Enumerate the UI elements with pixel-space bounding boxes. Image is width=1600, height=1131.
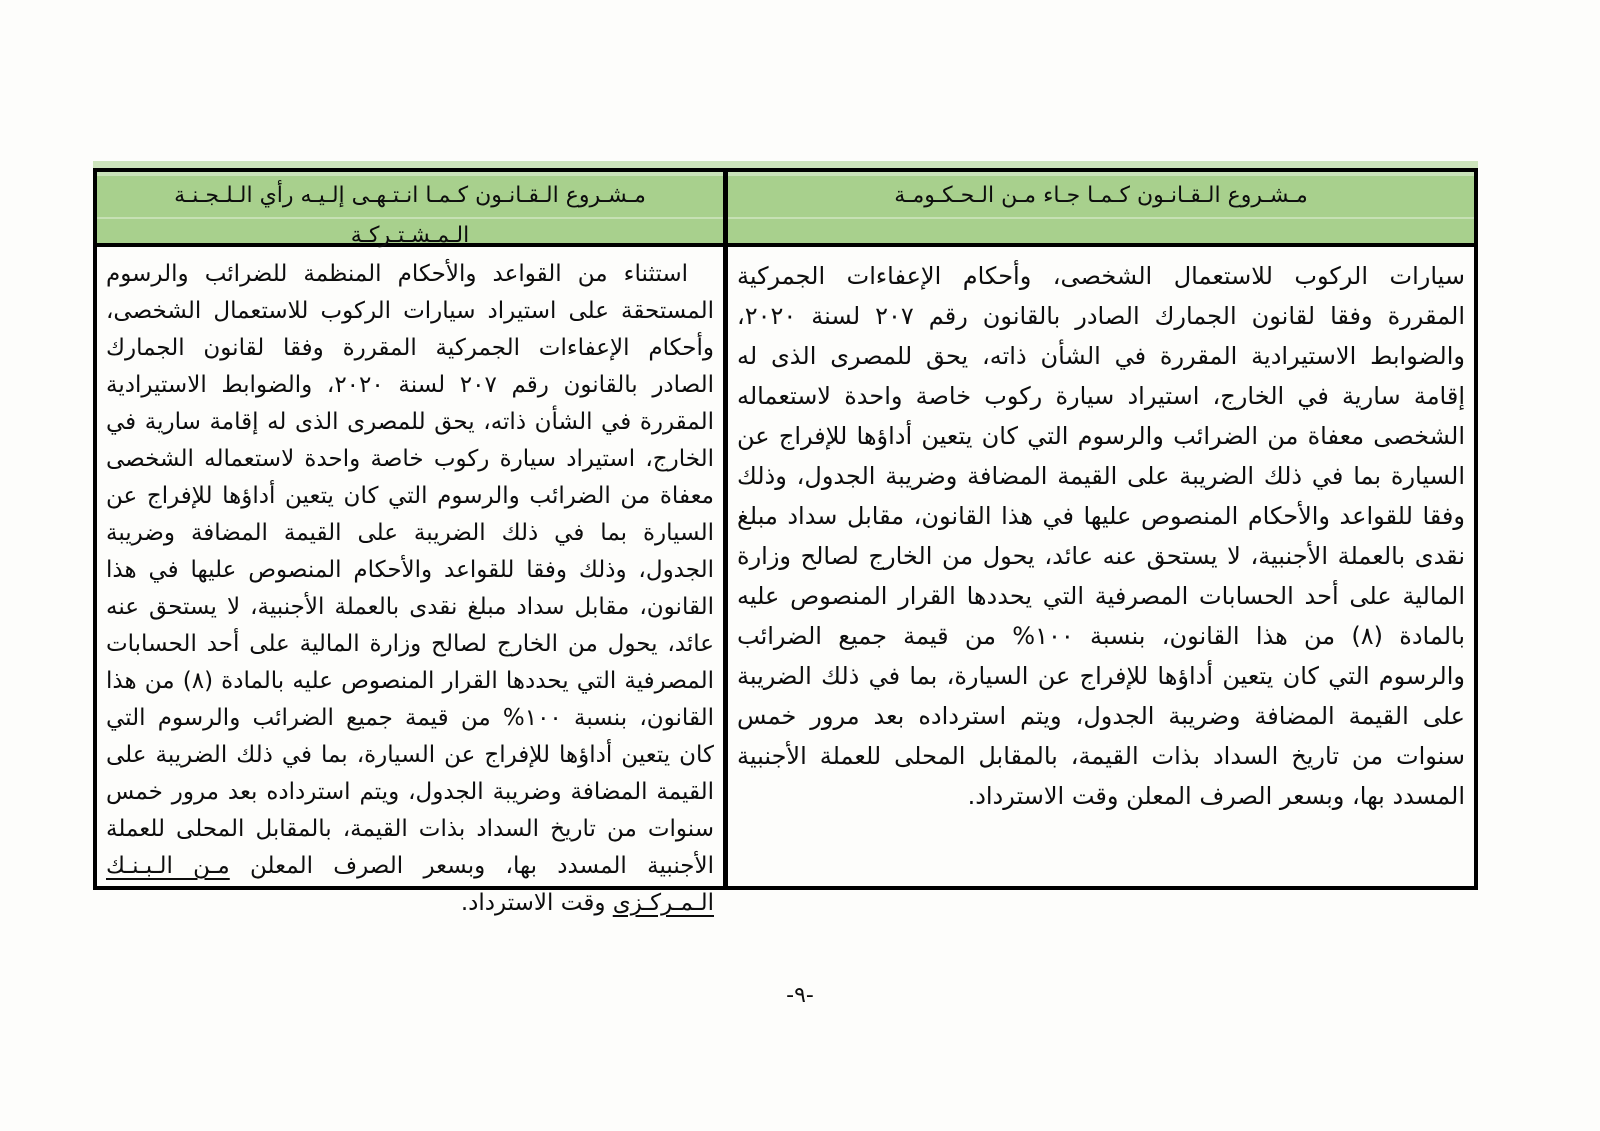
column-committee <box>97 172 723 916</box>
header-committee <box>97 172 723 247</box>
central-bank-underlined-phrase: مـن الـبـنـك الـمـركـزى <box>106 853 714 916</box>
header-committee-line1: مـشـروع الـقـانـون كـمـا انـتـهـى إلـيـه رأي الـلـجـنـة <box>174 183 646 208</box>
header-committee-line2: الـمـشـتـركـة <box>350 223 470 248</box>
table-top-green-strip <box>93 161 1478 168</box>
column-government <box>723 172 1474 886</box>
committee-text-after: وقت الاسترداد. <box>460 890 613 916</box>
committee-article-text <box>106 256 714 922</box>
page-number: -٩- <box>786 983 814 1008</box>
body-committee <box>97 247 723 946</box>
law-comparison-table <box>93 168 1478 916</box>
header-government <box>728 172 1474 247</box>
committee-text-before: استثناء من القواعد والأحكام المنظمة للضرائب والرسوم المستحقة على استيراد سيارات الركوب للاستعمال الشخصى، وأحكام الإعفاءات الجمركية المقررة وفقا لقانون الجمارك الصادر بالقانون رقم ٢٠٧ لسنة ٢٠٢٠، والضوابط الاستيرادية المقررة في الشأن ذاته، يحق للمصرى الذى له إقامة سارية في الخارج، استيراد سيارة ركوب خاصة واحدة لاستعماله الشخصى معفاة من الضرائب والرسوم التي كان يتعين أداؤها للإفراج عن السيارة بما في ذلك الضريبة على القيمة المضافة وضريبة الجدول، وذلك وفقا للقواعد والأحكام المنصوص عليها في هذا القانون، مقابل سداد مبلغ نقدى بالعملة الأجنبية، لا يستحق عنه عائد، يحول من الخارج لصالح وزارة المالية على أحد الحسابات المصرفية التي يحددها القرار المنصوص عليه بالمادة (٨) من هذا القانون، بنسبة ١٠٠% من قيمة جميع الضرائب والرسوم التي كان يتعين أداؤها للإفراج عن السيارة، بما في ذلك الضريبة على القيمة المضافة وضريبة الجدول، ويتم استرداده بعد مرور خمس سنوات من تاريخ السداد بذات القيمة، بالمقابل المحلى للعملة الأجنبية المسدد بها، وبسعر الصرف المعلن <box>106 261 715 879</box>
header-government-label: مـشـروع الـقـانـون كـمـا جـاء مـن الـحـكـومـة <box>894 183 1308 208</box>
government-article-text: سيارات الركوب للاستعمال الشخصى، وأحكام الإعفاءات الجمركية المقررة وفقا لقانون الجمارك الصادر بالقانون رقم ٢٠٧ لسنة ٢٠٢٠، والضوابط الاستيرادية المقررة في الشأن ذاته، يحق للمصرى الذى له إقامة سارية في الخارج، استيراد سيارة ركوب خاصة واحدة لاستعماله الشخصى معفاة من الضرائب والرسوم التي كان يتعين أداؤها للإفراج عن السيارة بما في ذلك الضريبة على القيمة المضافة وضريبة الجدول، وذلك وفقا للقواعد والأحكام المنصوص عليها في هذا القانون، مقابل سداد مبلغ نقدى بالعملة الأجنبية، لا يستحق عنه عائد، يحول من الخارج لصالح وزارة المالية على أحد الحسابات المصرفية التي يحددها القرار المنصوص عليه بالمادة (٨) من هذا القانون، بنسبة ١٠٠% من قيمة جميع الضرائب والرسوم التي كان يتعين أداؤها للإفراج عن السيارة، بما في ذلك الضريبة على القيمة المضافة وضريبة الجدول، ويتم استرداده بعد مرور خمس سنوات من تاريخ السداد بذات القيمة، بالمقابل المحلى للعملة الأجنبية المسدد بها، وبسعر الصرف المعلن وقت الاسترداد. <box>737 262 1466 810</box>
body-government <box>728 247 1474 886</box>
